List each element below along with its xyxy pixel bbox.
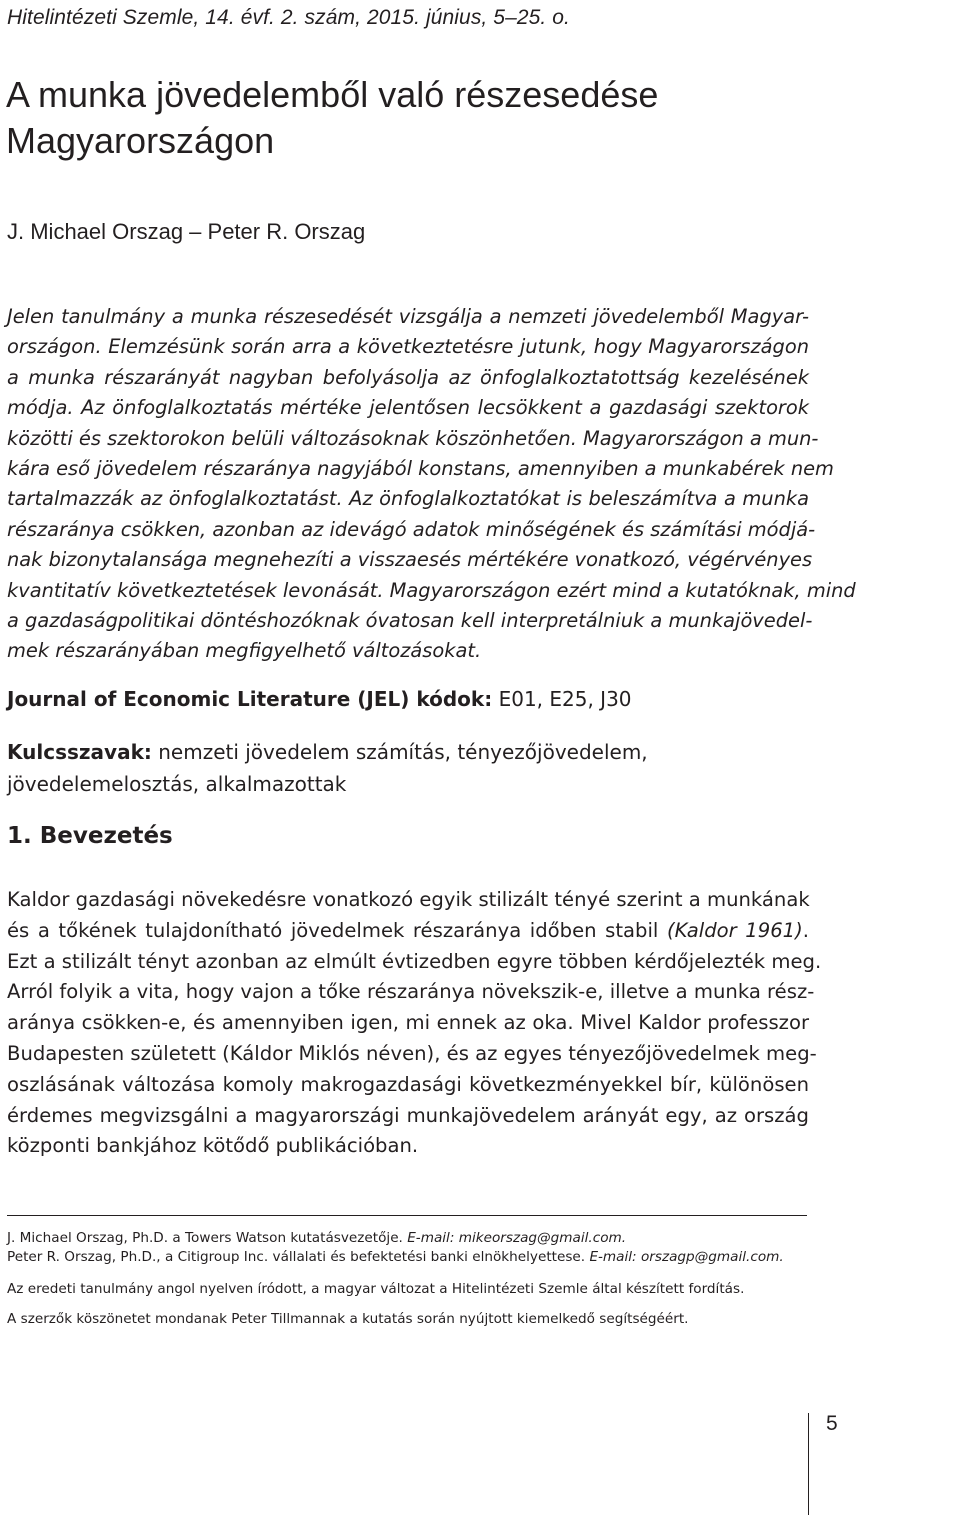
authors: J. Michael Orszag – Peter R. Orszag — [7, 219, 366, 244]
footnote-email: E-mail: mikeorszag@gmail.com. — [407, 1230, 627, 1246]
body-line: Kaldor gazdasági növekedésre vonatkozó egyik stilizált tényé szerint a munkának — [7, 888, 810, 911]
footnote-acknowledgement: A szerzők köszönetet mondanak Peter Tillmannak a kutatás során nyújtott kiemelkedő segítségéért. — [7, 1311, 689, 1327]
body-line: oszlásának változása komoly makrogazdasági következményekkel bír, különösen — [7, 1072, 809, 1096]
abstract-line: mek részarányában megfigyelhető változásokat. — [7, 639, 482, 663]
footnote-text: J. Michael Orszag, Ph.D. a Towers Watson kutatásvezetője. — [7, 1230, 408, 1246]
abstract-line: nak bizonytalansága megnehezíti a visszaesés mértékére vonatkozó, végérvényes — [7, 548, 813, 572]
title-line: Magyarországon — [6, 120, 275, 161]
body-line: Budapesten született (Káldor Miklós néven), és az egyes tényezőjövedelmek meg- — [7, 1041, 817, 1065]
abstract-line: a gazdaságpolitikai döntéshozóknak óvatosan kell interpretálniuk a munkajövedel- — [7, 609, 813, 633]
body-line: központi bankjához kötődő publikációban. — [7, 1134, 419, 1158]
article-title — [6, 72, 806, 164]
jel-label: Journal of Economic Literature (JEL) kódok: — [7, 687, 493, 711]
abstract-line: Jelen tanulmány a munka részesedését vizsgálja a nemzeti jövedelemből Magyar- — [7, 305, 809, 328]
body-line: aránya csökken-e, és amennyiben igen, mi ennek az oka. Mivel Kaldor professzor — [7, 1011, 809, 1035]
body-line: Arról folyik a vita, hogy vajon a tőke részaránya növekszik-e, illetve a munka rész- — [7, 980, 815, 1004]
abstract-line: a munka részarányát nagyban befolyásolja az önfoglalkoztatottság kezelésének — [7, 365, 809, 389]
keywords — [7, 736, 807, 800]
body-text-segment: és a tőkének tulajdonítható jövedelmek részaránya időben stabil — [7, 918, 667, 942]
body-line — [7, 916, 809, 947]
section-title: 1. Bevezetés — [7, 823, 173, 849]
footnote-email: E-mail: orszagp@gmail.com. — [589, 1249, 784, 1265]
abstract-line: kára eső jövedelem részaránya nagyjából konstans, amennyiben a munkabérek nem — [7, 457, 834, 481]
abstract-line: közötti és szektorokon belüli változásoknak köszönhetően. Magyarországon a mun- — [7, 426, 819, 450]
jel-value: E01, E25, J30 — [492, 687, 632, 711]
page-number-divider — [808, 1413, 809, 1515]
keywords-label: Kulcsszavak: — [7, 740, 152, 764]
jel-codes — [7, 685, 632, 713]
title-line: A munka jövedelemből való részesedése — [6, 74, 659, 115]
footnote-text: Peter R. Orszag, Ph.D., a Citigroup Inc. vállalati és befektetési banki elnökhelyettese. — [7, 1249, 590, 1265]
running-head: Hitelintézeti Szemle, 14. évf. 2. szám, 2015. június, 5–25. o. — [7, 6, 570, 29]
page-number: 5 — [826, 1412, 838, 1435]
abstract-line: kvantitatív következtetések levonását. Magyarországon ezért mind a kutatóknak, mind — [7, 578, 856, 602]
footnote-divider — [7, 1215, 807, 1216]
abstract-line: módja. Az önfoglalkoztatás mértéke jelentősen lecsökkent a gazdasági szektorok — [7, 396, 809, 420]
body-text-segment: . — [802, 918, 810, 942]
footnote-author-1 — [7, 1229, 626, 1247]
abstract — [7, 302, 856, 667]
abstract-line: részaránya csökken, azonban az idevágó adatok minőségének és számítási módjá- — [7, 517, 816, 541]
body-line: Ezt a stilizált tényt azonban az elmúlt évtizedben egyre többen kérdőjelezték meg. — [7, 949, 822, 973]
abstract-line: országon. Elemzésünk során arra a következtetésre jutunk, hogy Magyarországon — [7, 335, 809, 359]
keywords-value: nemzeti jövedelem számítás, tényezőjövedelem, jövedelemelosztás, alkalmazottak — [7, 740, 648, 796]
citation: (Kaldor 1961) — [666, 918, 803, 942]
body-line: érdemes megvizsgálni a magyarországi munkajövedelem arányát egy, az ország — [7, 1103, 809, 1127]
footnote-author-2 — [7, 1248, 784, 1266]
abstract-line: tartalmazzák az önfoglalkoztatást. Az önfoglalkoztatókat is beleszámítva a munka — [7, 487, 809, 511]
body-paragraph — [7, 885, 822, 1162]
footnote-translation: Az eredeti tanulmány angol nyelven íródott, a magyar változat a Hitelintézeti Szemle által készített fordítás. — [7, 1281, 745, 1297]
